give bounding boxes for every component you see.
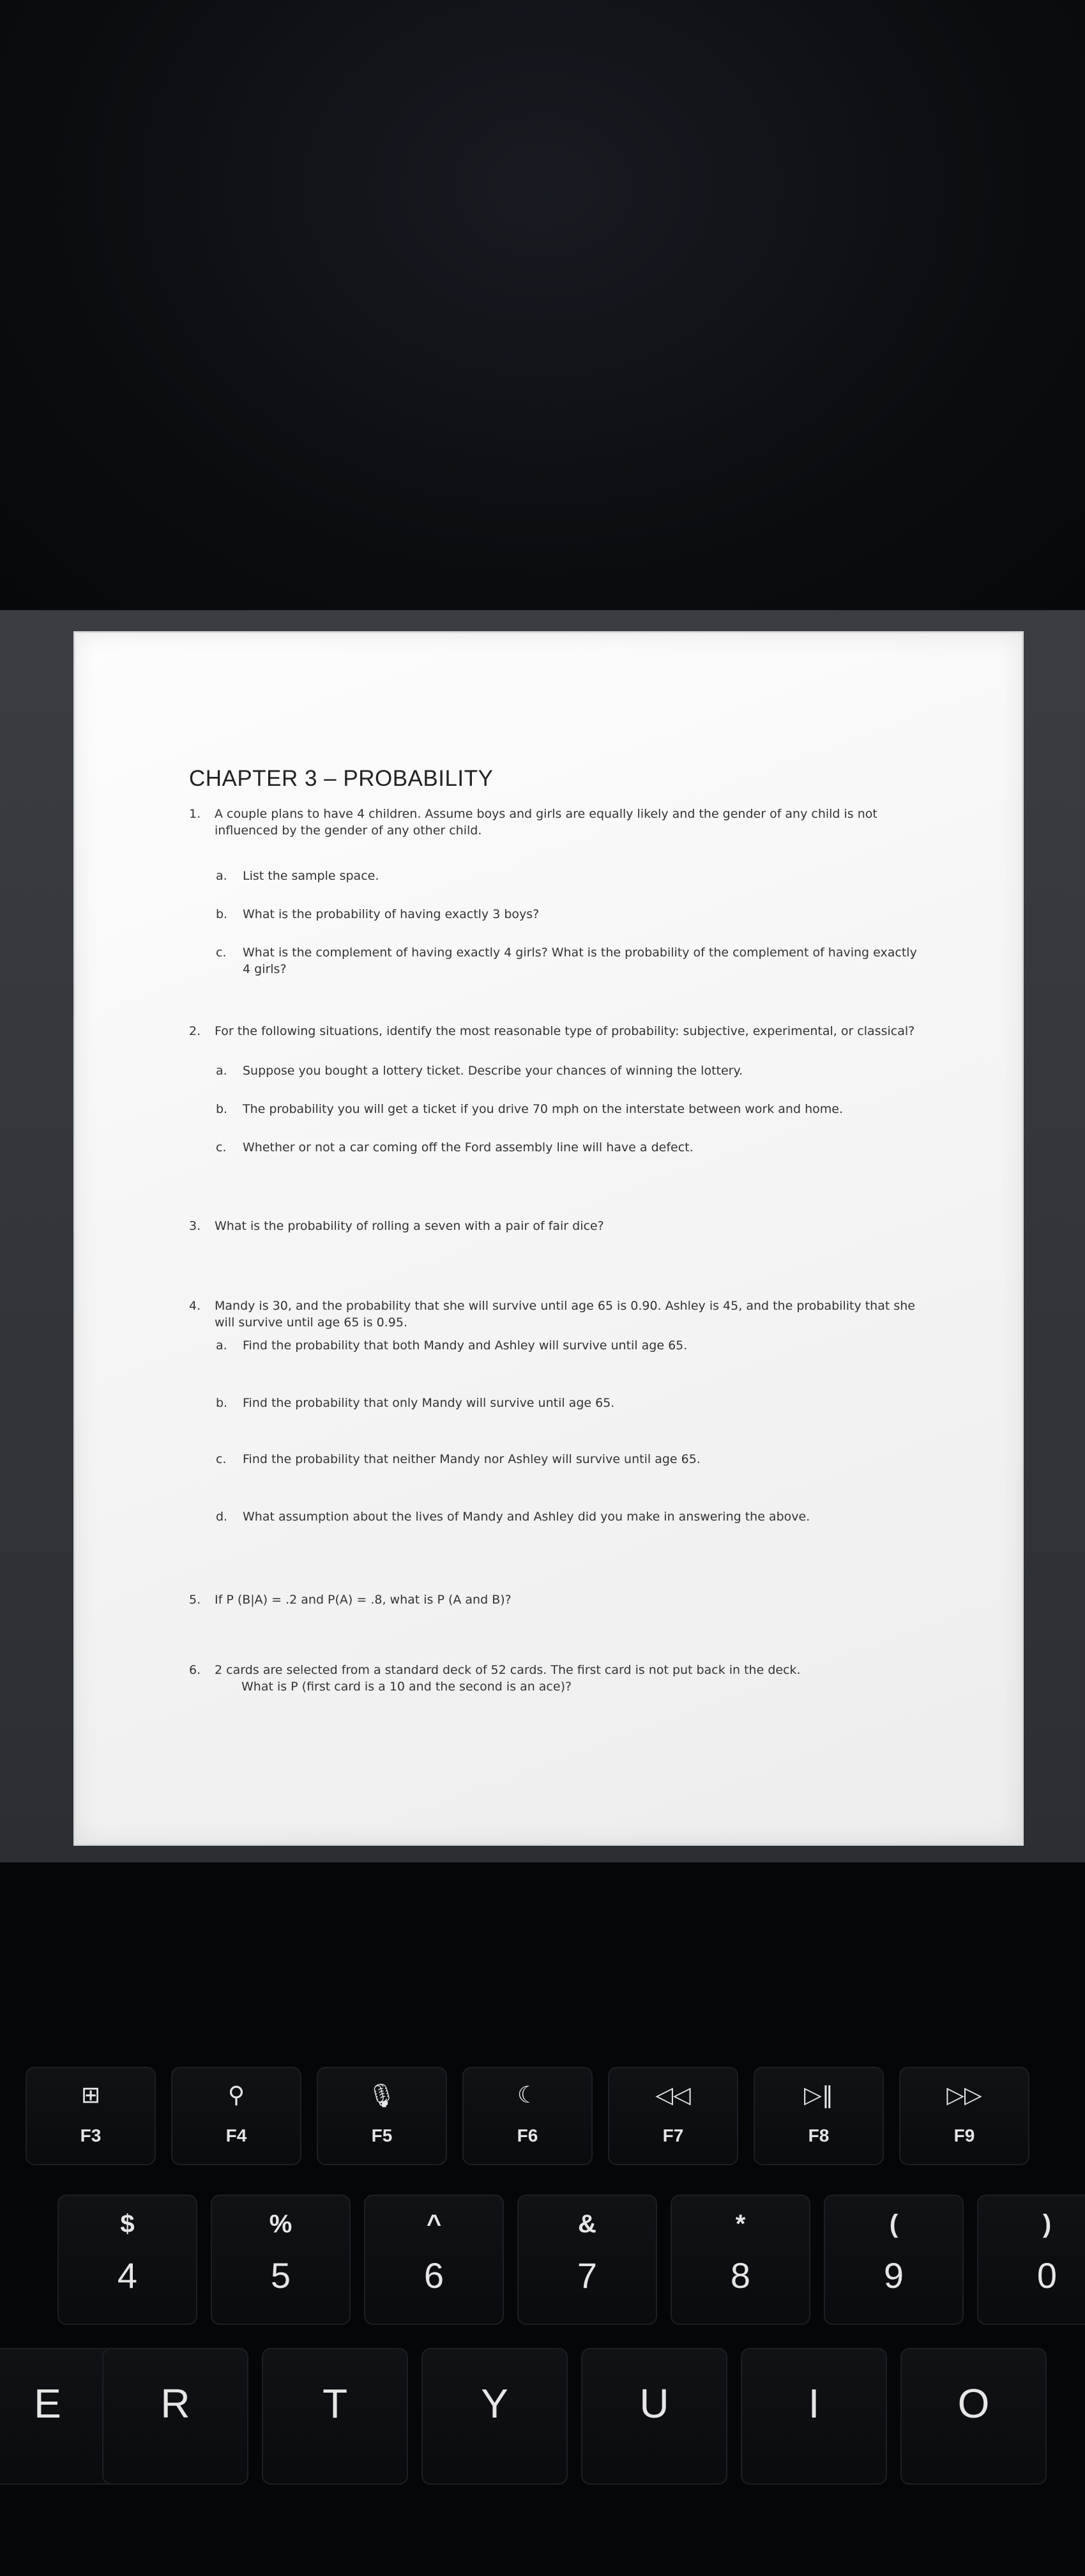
key-f7[interactable] bbox=[608, 2067, 738, 2165]
key-o[interactable] bbox=[900, 2348, 1047, 2485]
part-text: What is the complement of having exactly 4 girls? What is the probability of the complement of having exactly 4 girls? bbox=[243, 946, 917, 976]
part-letter: c. bbox=[216, 1140, 227, 1154]
keyboard bbox=[0, 1862, 1085, 2576]
moon-icon: ☾ bbox=[517, 2082, 538, 2108]
part-letter: c. bbox=[216, 946, 227, 960]
key-letter: Y bbox=[481, 2380, 508, 2426]
key-shift-symbol: $ bbox=[120, 2210, 135, 2238]
mission-control-icon: ⊞ bbox=[80, 2082, 101, 2108]
part-text: Find the probability that only Mandy will survive until age 65. bbox=[243, 1396, 615, 1410]
key-6[interactable] bbox=[364, 2195, 504, 2325]
part-text: Whether or not a car coming off the Ford assembly line will have a defect. bbox=[243, 1140, 694, 1154]
key-letter: T bbox=[322, 2380, 348, 2426]
key-digit: 5 bbox=[270, 2255, 291, 2296]
part-text: Find the probability that neither Mandy nor Ashley will survive until age 65. bbox=[243, 1452, 701, 1466]
key-shift-symbol: ^ bbox=[426, 2210, 442, 2238]
part-letter: b. bbox=[216, 907, 228, 921]
part-letter: a. bbox=[216, 1064, 227, 1078]
question-text: If P (B|A) = .2 and P(A) = .8, what is P (A and B)? bbox=[215, 1593, 512, 1607]
part-text: Find the probability that both Mandy and Ashley will survive until age 65. bbox=[243, 1338, 688, 1353]
key-7[interactable] bbox=[517, 2195, 657, 2325]
key-shift-symbol: ) bbox=[1042, 2210, 1052, 2238]
key-letter: I bbox=[808, 2380, 820, 2426]
question-number: 1. bbox=[189, 807, 201, 821]
key-label: F7 bbox=[662, 2126, 684, 2145]
question-text: For the following situations, identify the most reasonable type of probability: subjective, experimental, or classical? bbox=[215, 1024, 915, 1038]
key-r[interactable] bbox=[102, 2348, 248, 2485]
part-letter: b. bbox=[216, 1102, 228, 1116]
part-text: The probability you will get a ticket if you drive 70 mph on the interstate between work and home. bbox=[243, 1102, 843, 1116]
question-text: A couple plans to have 4 children. Assume boys and girls are equally likely and the gender of any child is not influenced by the gender of any other child. bbox=[215, 807, 877, 838]
key-f5[interactable] bbox=[317, 2067, 447, 2165]
play-pause-icon: ▷‖ bbox=[804, 2082, 833, 2108]
key-label: F4 bbox=[225, 2126, 247, 2145]
search-icon: ⚲ bbox=[227, 2082, 245, 2108]
key-f9[interactable] bbox=[899, 2067, 1029, 2165]
question-number: 5. bbox=[189, 1593, 201, 1607]
part-letter: d. bbox=[216, 1510, 228, 1524]
part-text: What is the probability of having exactly 3 boys? bbox=[243, 907, 540, 921]
question-number: 6. bbox=[189, 1663, 201, 1677]
part-letter: c. bbox=[216, 1452, 227, 1466]
key-digit: 6 bbox=[423, 2255, 444, 2296]
key-label: F3 bbox=[80, 2126, 102, 2145]
question-number: 4. bbox=[189, 1299, 201, 1313]
background-dark bbox=[0, 0, 1085, 620]
part-letter: a. bbox=[216, 869, 227, 883]
key-shift-symbol: & bbox=[578, 2210, 596, 2238]
key-shift-symbol: * bbox=[735, 2210, 746, 2238]
microphone-icon: 🎙 bbox=[367, 2083, 397, 2109]
part-text: What assumption about the lives of Mandy and Ashley did you make in answering the above. bbox=[243, 1510, 810, 1524]
page-title: CHAPTER 3 – PROBABILITY bbox=[189, 766, 494, 791]
key-5[interactable] bbox=[211, 2195, 351, 2325]
question-number: 3. bbox=[189, 1219, 201, 1233]
key-f8[interactable] bbox=[754, 2067, 884, 2165]
question-text: 2 cards are selected from a standard deck of 52 cards. The first card is not put back in the deck. bbox=[215, 1663, 801, 1677]
fast-forward-icon: ▷▷ bbox=[946, 2082, 982, 2108]
question-text: Mandy is 30, and the probability that she will survive until age 65 is 0.90. Ashley is 45, and the probability that she will survive until age 65 is 0.95. bbox=[215, 1299, 915, 1330]
key-letter: R bbox=[160, 2380, 190, 2426]
key-9[interactable] bbox=[824, 2195, 964, 2325]
key-digit: 7 bbox=[577, 2255, 598, 2296]
key-t[interactable] bbox=[262, 2348, 408, 2485]
key-shift-symbol: ( bbox=[889, 2210, 899, 2238]
part-letter: a. bbox=[216, 1338, 227, 1353]
rewind-icon: ◁◁ bbox=[655, 2082, 691, 2108]
key-letter: O bbox=[957, 2380, 990, 2426]
key-label: F5 bbox=[371, 2126, 393, 2145]
key-f4[interactable] bbox=[171, 2067, 301, 2165]
key-letter: U bbox=[639, 2380, 669, 2426]
key-i[interactable] bbox=[741, 2348, 887, 2485]
key-label: F9 bbox=[953, 2126, 975, 2145]
key-digit: 9 bbox=[883, 2255, 904, 2296]
part-letter: b. bbox=[216, 1396, 228, 1410]
key-8[interactable] bbox=[671, 2195, 810, 2325]
question-text-continued: What is P (first card is a 10 and the second is an ace)? bbox=[241, 1680, 572, 1694]
key-letter: E bbox=[34, 2380, 61, 2426]
key-label: F8 bbox=[808, 2126, 830, 2145]
key-4[interactable] bbox=[57, 2195, 197, 2325]
key-u[interactable] bbox=[581, 2348, 727, 2485]
key-digit: 0 bbox=[1036, 2255, 1058, 2296]
key-0[interactable] bbox=[977, 2195, 1085, 2325]
part-text: List the sample space. bbox=[243, 869, 379, 883]
key-label: F6 bbox=[517, 2126, 538, 2145]
key-f3[interactable] bbox=[26, 2067, 156, 2165]
key-y[interactable] bbox=[421, 2348, 568, 2485]
key-shift-symbol: % bbox=[269, 2210, 292, 2238]
part-text: Suppose you bought a lottery ticket. Describe your chances of winning the lottery. bbox=[243, 1064, 743, 1078]
worksheet-page bbox=[73, 631, 1024, 1846]
key-digit: 4 bbox=[117, 2255, 138, 2296]
question-text: What is the probability of rolling a seven with a pair of fair dice? bbox=[215, 1219, 604, 1233]
key-digit: 8 bbox=[730, 2255, 751, 2296]
key-f6[interactable] bbox=[462, 2067, 593, 2165]
question-number: 2. bbox=[189, 1024, 201, 1038]
